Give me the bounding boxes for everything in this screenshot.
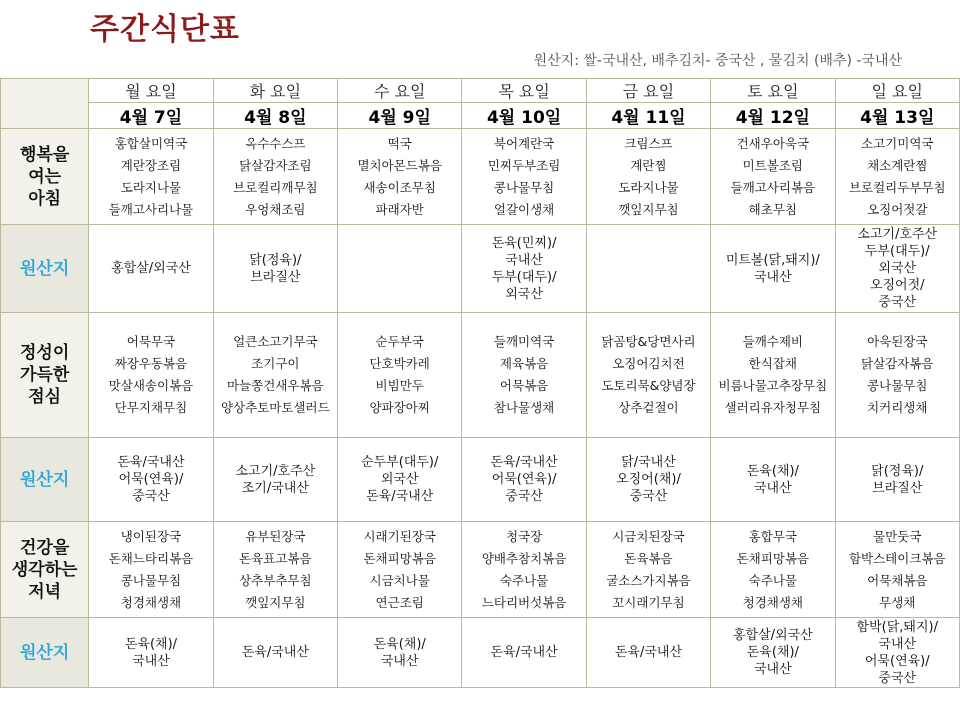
dinner-menu-cell — [462, 522, 586, 618]
text-line: 떡국 — [387, 135, 412, 151]
lunch-menu-cell — [89, 313, 213, 438]
text-line: 민찌두부조림 — [487, 157, 561, 173]
text-line: 닭살감자조림 — [239, 157, 312, 173]
text-line: 청국장 — [505, 528, 543, 544]
text-line: 오징어(채)/ — [616, 472, 681, 487]
day-name-row — [1, 79, 960, 103]
text-line: 계란찜 — [630, 157, 667, 173]
text-line: 콩나물무침 — [120, 572, 182, 588]
text-line: 돈채느타리볶음 — [108, 550, 194, 566]
text-line: 국내산 — [878, 636, 917, 652]
breakfast-origin-row — [1, 225, 960, 313]
text-line: 외국산 — [380, 472, 419, 487]
text-line: 건새우아욱국 — [736, 135, 810, 151]
text-line: 숙주나물 — [748, 572, 797, 588]
text-line: 두부(대두)/ — [864, 244, 930, 259]
text-line: 중국산 — [629, 489, 668, 504]
text-line: 계란장조림 — [120, 157, 182, 173]
text-line: 청경채생채 — [120, 594, 182, 610]
lunch-origin-cell — [835, 438, 959, 522]
text-line: 돈육/국내산 — [241, 645, 309, 660]
breakfast-origin-label: 원산지 — [1, 225, 89, 313]
text-line: 어묵채볶음 — [867, 572, 928, 588]
text-line: 홍합살미역국 — [114, 135, 188, 151]
dinner-origin-cell — [586, 618, 710, 688]
lunch-row — [1, 313, 960, 438]
text-line: 물만둣국 — [873, 528, 922, 544]
text-line: 짜장우동볶음 — [114, 356, 188, 371]
dinner-origin-cell — [89, 618, 213, 688]
lunch-origin-cell — [213, 438, 337, 522]
breakfast-label — [1, 129, 89, 225]
dinner-menu-cell — [711, 522, 835, 618]
text-line: 두부(대두)/ — [491, 269, 557, 285]
text-line: 국내산 — [380, 653, 419, 669]
text-line: 옥수수스프 — [245, 135, 306, 151]
text-line: 외국산 — [505, 286, 543, 302]
day-date: 4월 10일 — [462, 103, 586, 129]
text-line: 들깨고사리나물 — [108, 201, 194, 217]
text-line: 브라질산 — [872, 480, 923, 496]
text-line: 양파장아찌 — [369, 400, 430, 415]
corner-cell — [1, 79, 89, 129]
text-line: 무생채 — [879, 594, 916, 610]
text-line: 양상추토마토샐러드 — [220, 400, 330, 415]
text-line: 함박스테이크볶음 — [848, 550, 946, 566]
text-line: 닭(정육)/ — [871, 463, 924, 479]
text-line: 오징어젓/ — [869, 278, 925, 293]
text-line: 시금치된장국 — [612, 528, 685, 544]
text-line: 소고기/호주산 — [235, 463, 316, 479]
text-line: 소고기/호주산 — [857, 227, 938, 242]
breakfast-menu-cell — [586, 129, 710, 225]
text-line: 어묵(연육)/ — [118, 472, 184, 487]
lunch-menu-cell — [462, 313, 586, 438]
text-line: 숙주나물 — [499, 572, 549, 588]
text-line: 제육볶음 — [499, 356, 549, 371]
text-line: 얼갈이생채 — [493, 201, 555, 217]
text-line: 단무지채무침 — [114, 400, 188, 415]
dinner-row — [1, 522, 960, 618]
text-line: 우엉채조림 — [245, 201, 306, 217]
text-line: 돈육/국내산 — [117, 455, 185, 470]
text-line: 단호박카레 — [369, 356, 430, 371]
day-name: 월 요일 — [89, 79, 213, 103]
text-line: 국내산 — [132, 653, 170, 669]
text-line: 어묵무국 — [126, 334, 176, 349]
day-date-row — [1, 103, 960, 129]
day-date: 4월 12일 — [711, 103, 835, 129]
text-line: 치커리생채 — [867, 400, 928, 415]
text-line: 깻잎지무침 — [618, 201, 679, 217]
text-line: 닭살감자볶음 — [861, 356, 934, 371]
text-line: 도토리묵&양념장 — [601, 378, 696, 393]
day-name: 금 요일 — [586, 79, 710, 103]
text-line: 돈육(채)/ — [124, 636, 178, 652]
lunch-menu-cell — [711, 313, 835, 438]
text-line: 닭/국내산 — [621, 455, 676, 470]
day-date: 4월 13일 — [835, 103, 959, 129]
text-line: 오징어젓갈 — [867, 201, 928, 217]
text-line: 중국산 — [878, 295, 917, 310]
text-line: 닭(정육)/ — [249, 252, 302, 268]
breakfast-origin-cell — [586, 225, 710, 313]
text-line: 마늘쫑건새우볶음 — [227, 378, 324, 393]
lunch-menu-cell — [338, 313, 462, 438]
text-line: 국내산 — [753, 480, 792, 496]
text-line: 아침 — [28, 188, 62, 209]
breakfast-origin-cell — [213, 225, 337, 313]
breakfast-origin-cell — [711, 225, 835, 313]
lunch-origin-cell — [586, 438, 710, 522]
text-line: 조기/국내산 — [241, 480, 309, 496]
text-line: 굴소스가지볶음 — [606, 572, 691, 588]
text-line: 느타리버섯볶음 — [481, 594, 567, 610]
text-line: 얼큰소고기무국 — [233, 334, 318, 349]
day-name: 목 요일 — [462, 79, 586, 103]
text-line: 순두부(대두)/ — [361, 455, 439, 470]
text-line: 연근조림 — [375, 594, 424, 610]
breakfast-origin-cell — [89, 225, 213, 313]
lunch-label — [1, 313, 89, 438]
text-line: 맛살새송이볶음 — [108, 378, 194, 393]
text-line: 시금치나물 — [369, 572, 430, 588]
text-line: 꼬시래기무침 — [612, 594, 685, 610]
text-line: 홍합무국 — [748, 528, 797, 544]
text-line: 함박(닭,돼지)/ — [856, 619, 938, 635]
day-date: 4월 8일 — [213, 103, 337, 129]
text-line: 크림스프 — [624, 135, 673, 151]
text-line: 시래기된장국 — [363, 528, 436, 544]
text-line: 미트볼(닭,돼지)/ — [725, 252, 820, 268]
text-line: 저녁 — [28, 581, 62, 602]
text-line: 파래자반 — [375, 201, 424, 217]
text-line: 돈채피망볶음 — [363, 550, 436, 566]
lunch-menu-cell — [213, 313, 337, 438]
origin-note: 원산지: 쌀-국내산, 배추김치- 중국산 , 물김치 (배추) -국내산 — [533, 53, 902, 69]
lunch-menu-cell — [586, 313, 710, 438]
dinner-origin-cell — [462, 618, 586, 688]
text-line: 도라지나물 — [120, 179, 182, 195]
lunch-menu-cell — [835, 313, 959, 438]
dinner-origin-cell — [338, 618, 462, 688]
text-line: 점심 — [28, 387, 62, 407]
text-line: 어묵(연육)/ — [491, 472, 557, 487]
breakfast-origin-cell — [338, 225, 462, 313]
text-line: 국내산 — [505, 252, 543, 268]
text-line: 돈육(채)/ — [746, 645, 799, 660]
text-line: 외국산 — [878, 261, 917, 276]
text-line: 북어계란국 — [493, 135, 555, 151]
text-line: 생각하는 — [11, 559, 78, 580]
lunch-origin-cell — [89, 438, 213, 522]
breakfast-menu-cell — [462, 129, 586, 225]
text-line: 중국산 — [132, 489, 170, 504]
dinner-label — [1, 522, 89, 618]
text-line: 한식잡채 — [748, 356, 797, 371]
dinner-origin-cell — [835, 618, 959, 688]
page-title: 주간식단표 — [90, 12, 240, 47]
text-line: 들깨수제비 — [742, 334, 804, 349]
dinner-menu-cell — [89, 522, 213, 618]
text-line: 참나물생채 — [493, 400, 555, 415]
text-line: 조기구이 — [251, 356, 300, 371]
text-line: 돈육/국내산 — [490, 455, 558, 470]
breakfast-origin-cell — [462, 225, 586, 313]
text-line: 홍합살/외국산 — [732, 628, 813, 643]
text-line: 행복을 — [19, 144, 70, 165]
breakfast-menu-cell — [89, 129, 213, 225]
text-line: 돈육/국내산 — [490, 645, 558, 660]
text-line: 들깨미역국 — [493, 334, 555, 349]
text-line: 돈육/국내산 — [614, 645, 683, 660]
text-line: 브로컬리두부무침 — [848, 179, 946, 195]
breakfast-menu-cell — [213, 129, 337, 225]
dinner-menu-cell — [338, 522, 462, 618]
text-line: 깻잎지무침 — [245, 594, 306, 610]
text-line: 멸치아몬드볶음 — [357, 157, 442, 173]
text-line: 돈육/국내산 — [366, 489, 434, 504]
text-line: 채소계란찜 — [867, 157, 928, 173]
text-line: 국내산 — [753, 662, 792, 677]
text-line: 소고기미역국 — [861, 135, 934, 151]
text-line: 미트볼조림 — [742, 157, 804, 173]
text-line: 비빔만두 — [375, 378, 424, 393]
breakfast-row — [1, 129, 960, 225]
text-line: 중국산 — [505, 489, 543, 504]
text-line: 정성이 — [19, 343, 70, 363]
lunch-origin-cell — [711, 438, 835, 522]
text-line: 콩나물무침 — [867, 378, 928, 393]
text-line: 돈채피망볶음 — [736, 550, 810, 566]
day-date: 4월 9일 — [338, 103, 462, 129]
text-line: 양배추참치볶음 — [481, 550, 567, 566]
text-line: 어묵볶음 — [499, 378, 549, 393]
dinner-origin-cell — [213, 618, 337, 688]
day-name: 토 요일 — [711, 79, 835, 103]
text-line: 도라지나물 — [618, 179, 679, 195]
text-line: 오징어김치전 — [612, 356, 685, 371]
day-name: 수 요일 — [338, 79, 462, 103]
lunch-origin-cell — [462, 438, 586, 522]
text-line: 브로컬리깨무침 — [233, 179, 318, 195]
text-line: 냉이된장국 — [120, 528, 182, 544]
text-line: 콩나물무침 — [493, 179, 555, 195]
dinner-origin-cell — [711, 618, 835, 688]
text-line: 돈육(민찌)/ — [491, 235, 557, 251]
day-name: 일 요일 — [835, 79, 959, 103]
text-line: 아욱된장국 — [867, 334, 928, 349]
day-name: 화 요일 — [213, 79, 337, 103]
text-line: 샐러리유자청무침 — [724, 400, 822, 415]
text-line: 브라질산 — [250, 269, 301, 285]
text-line: 홍합살/외국산 — [111, 261, 191, 276]
text-line: 돈육표고볶음 — [239, 550, 312, 566]
day-date: 4월 11일 — [586, 103, 710, 129]
dinner-menu-cell — [586, 522, 710, 618]
dinner-origin-label: 원산지 — [1, 618, 89, 688]
dinner-menu-cell — [835, 522, 959, 618]
text-line: 비름나물고추장무침 — [718, 378, 828, 393]
text-line: 어묵(연육)/ — [864, 653, 930, 669]
day-date: 4월 7일 — [89, 103, 213, 129]
breakfast-menu-cell — [835, 129, 959, 225]
text-line: 돈육(채)/ — [373, 636, 426, 652]
text-line: 해초무침 — [748, 201, 797, 217]
text-line: 새송이조무침 — [363, 179, 436, 195]
text-line: 중국산 — [878, 670, 917, 686]
text-line: 여는 — [28, 166, 62, 187]
lunch-origin-row — [1, 438, 960, 522]
text-line: 들깨고사리볶음 — [730, 179, 816, 195]
dinner-origin-row — [1, 618, 960, 688]
text-line: 순두부국 — [375, 334, 424, 349]
breakfast-origin-cell — [835, 225, 959, 313]
text-line: 청경채생채 — [742, 594, 804, 610]
weekly-menu-table — [0, 78, 960, 688]
text-line: 가득한 — [19, 365, 70, 385]
breakfast-menu-cell — [338, 129, 462, 225]
text-line: 유부된장국 — [245, 528, 306, 544]
text-line: 상추겉절이 — [618, 400, 679, 415]
text-line: 닭곰탕&당면사리 — [601, 334, 696, 349]
text-line: 건강을 — [19, 537, 70, 558]
lunch-origin-cell — [338, 438, 462, 522]
text-line: 돈육볶음 — [624, 550, 673, 566]
lunch-origin-label: 원산지 — [1, 438, 89, 522]
text-line: 돈육(채)/ — [746, 463, 799, 479]
dinner-menu-cell — [213, 522, 337, 618]
breakfast-menu-cell — [711, 129, 835, 225]
text-line: 국내산 — [753, 269, 792, 285]
text-line: 상추부추무침 — [239, 572, 312, 588]
